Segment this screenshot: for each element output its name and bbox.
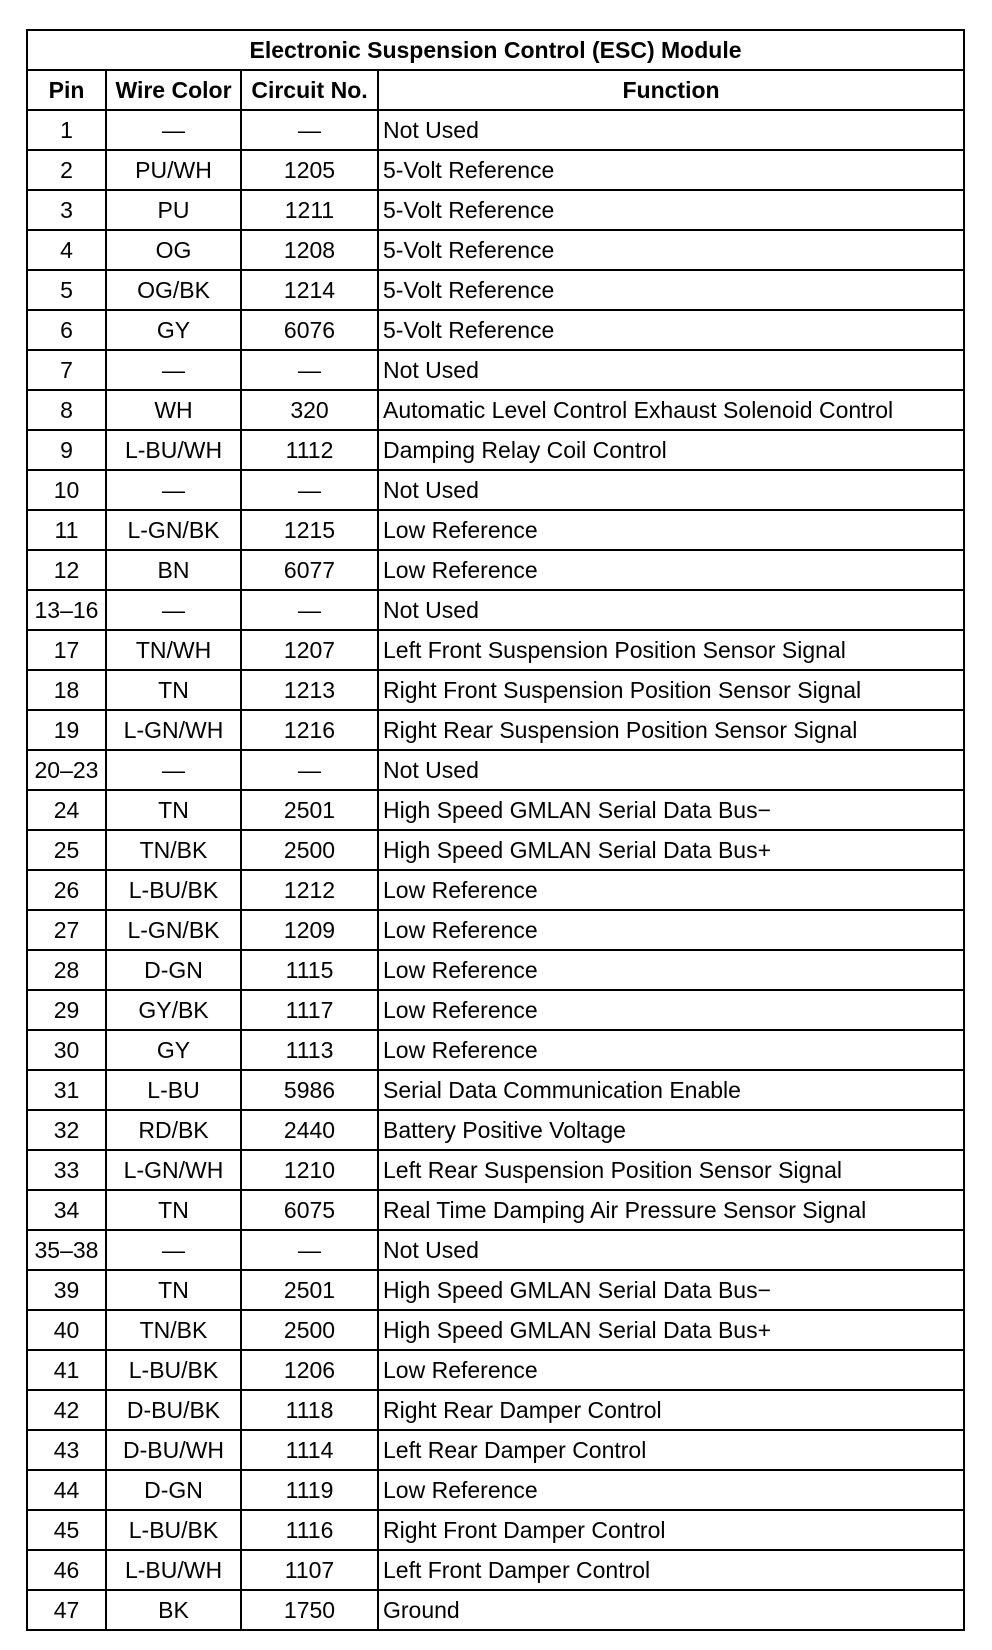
cell-circuit-no: 1114 [241, 1430, 378, 1470]
table-row [27, 430, 964, 470]
cell-circuit-no: — [241, 1230, 378, 1270]
cell-circuit-no: 1210 [241, 1150, 378, 1190]
table-row [27, 1150, 964, 1190]
cell-circuit-no: 6075 [241, 1190, 378, 1230]
table-row [27, 870, 964, 910]
esc-module-pinout-table [26, 29, 965, 1631]
cell-pin: 9 [27, 430, 106, 470]
table-title: Electronic Suspension Control (ESC) Module [27, 30, 964, 70]
cell-circuit-no: 1211 [241, 190, 378, 230]
cell-wire-color: GY/BK [106, 990, 241, 1030]
table-row [27, 590, 964, 630]
cell-wire-color: L-GN/BK [106, 510, 241, 550]
cell-pin: 2 [27, 150, 106, 190]
cell-circuit-no: 1213 [241, 670, 378, 710]
cell-wire-color: L-BU [106, 1070, 241, 1110]
cell-pin: 30 [27, 1030, 106, 1070]
cell-wire-color: PU/WH [106, 150, 241, 190]
cell-wire-color: L-GN/BK [106, 910, 241, 950]
cell-pin: 17 [27, 630, 106, 670]
cell-function: 5-Volt Reference [378, 150, 964, 190]
table-row [27, 1310, 964, 1350]
cell-wire-color: — [106, 1230, 241, 1270]
table-row [27, 910, 964, 950]
table-row [27, 1350, 964, 1390]
header-pin: Pin [27, 70, 106, 110]
cell-wire-color: — [106, 590, 241, 630]
cell-pin: 34 [27, 1190, 106, 1230]
cell-pin: 32 [27, 1110, 106, 1150]
cell-pin: 13–16 [27, 590, 106, 630]
table-row [27, 270, 964, 310]
cell-function: High Speed GMLAN Serial Data Bus+ [378, 830, 964, 870]
cell-wire-color: TN [106, 1190, 241, 1230]
cell-function: Low Reference [378, 1350, 964, 1390]
table-row [27, 950, 964, 990]
cell-pin: 8 [27, 390, 106, 430]
cell-pin: 20–23 [27, 750, 106, 790]
cell-pin: 27 [27, 910, 106, 950]
cell-circuit-no: 6077 [241, 550, 378, 590]
table-row [27, 670, 964, 710]
table-row [27, 110, 964, 150]
cell-function: Right Front Suspension Position Sensor Signal [378, 670, 964, 710]
cell-function: Low Reference [378, 550, 964, 590]
cell-pin: 44 [27, 1470, 106, 1510]
cell-function: Not Used [378, 350, 964, 390]
table-row [27, 1470, 964, 1510]
cell-wire-color: L-BU/WH [106, 430, 241, 470]
cell-pin: 40 [27, 1310, 106, 1350]
cell-circuit-no: 1117 [241, 990, 378, 1030]
cell-wire-color: TN [106, 670, 241, 710]
cell-function: Serial Data Communication Enable [378, 1070, 964, 1110]
table-row [27, 790, 964, 830]
cell-wire-color: WH [106, 390, 241, 430]
table-row [27, 710, 964, 750]
table-row [27, 1270, 964, 1310]
cell-pin: 41 [27, 1350, 106, 1390]
table-row [27, 150, 964, 190]
cell-function: Not Used [378, 110, 964, 150]
cell-wire-color: L-BU/BK [106, 1510, 241, 1550]
cell-wire-color: TN [106, 790, 241, 830]
cell-function: Low Reference [378, 1470, 964, 1510]
cell-pin: 31 [27, 1070, 106, 1110]
cell-wire-color: BK [106, 1590, 241, 1630]
cell-circuit-no: 2501 [241, 790, 378, 830]
cell-function: Low Reference [378, 950, 964, 990]
cell-pin: 10 [27, 470, 106, 510]
cell-circuit-no: 1750 [241, 1590, 378, 1630]
cell-circuit-no: 1113 [241, 1030, 378, 1070]
cell-function: Damping Relay Coil Control [378, 430, 964, 470]
cell-wire-color: D-BU/BK [106, 1390, 241, 1430]
cell-wire-color: OG [106, 230, 241, 270]
cell-pin: 4 [27, 230, 106, 270]
cell-function: Right Rear Suspension Position Sensor Signal [378, 710, 964, 750]
cell-function: Automatic Level Control Exhaust Solenoid Control [378, 390, 964, 430]
cell-wire-color: GY [106, 1030, 241, 1070]
cell-pin: 28 [27, 950, 106, 990]
cell-function: Ground [378, 1590, 964, 1630]
cell-circuit-no: 2501 [241, 1270, 378, 1310]
cell-function: Right Front Damper Control [378, 1510, 964, 1550]
table-title-row [27, 30, 964, 70]
table-row [27, 1030, 964, 1070]
cell-circuit-no: 2500 [241, 1310, 378, 1350]
table-row [27, 1190, 964, 1230]
cell-wire-color: — [106, 470, 241, 510]
cell-wire-color: — [106, 750, 241, 790]
table-row [27, 510, 964, 550]
cell-circuit-no: 1107 [241, 1550, 378, 1590]
cell-circuit-no: 1207 [241, 630, 378, 670]
cell-circuit-no: 1212 [241, 870, 378, 910]
cell-wire-color: D-GN [106, 1470, 241, 1510]
cell-circuit-no: — [241, 350, 378, 390]
cell-function: Battery Positive Voltage [378, 1110, 964, 1150]
cell-pin: 3 [27, 190, 106, 230]
cell-pin: 42 [27, 1390, 106, 1430]
cell-pin: 6 [27, 310, 106, 350]
cell-circuit-no: 1216 [241, 710, 378, 750]
cell-function: Not Used [378, 590, 964, 630]
table-row [27, 1390, 964, 1430]
cell-pin: 11 [27, 510, 106, 550]
table-row [27, 1230, 964, 1270]
cell-wire-color: OG/BK [106, 270, 241, 310]
cell-circuit-no: — [241, 750, 378, 790]
cell-pin: 43 [27, 1430, 106, 1470]
cell-function: High Speed GMLAN Serial Data Bus− [378, 1270, 964, 1310]
cell-pin: 24 [27, 790, 106, 830]
cell-pin: 19 [27, 710, 106, 750]
cell-wire-color: D-GN [106, 950, 241, 990]
cell-function: High Speed GMLAN Serial Data Bus+ [378, 1310, 964, 1350]
cell-circuit-no: 2440 [241, 1110, 378, 1150]
cell-circuit-no: 1119 [241, 1470, 378, 1510]
cell-function: Real Time Damping Air Pressure Sensor Signal [378, 1190, 964, 1230]
cell-wire-color: GY [106, 310, 241, 350]
cell-function: Not Used [378, 750, 964, 790]
cell-wire-color: TN [106, 1270, 241, 1310]
cell-wire-color: L-BU/WH [106, 1550, 241, 1590]
cell-circuit-no: — [241, 590, 378, 630]
cell-wire-color: L-GN/WH [106, 1150, 241, 1190]
cell-circuit-no: — [241, 110, 378, 150]
cell-pin: 35–38 [27, 1230, 106, 1270]
cell-function: Right Rear Damper Control [378, 1390, 964, 1430]
cell-wire-color: TN/BK [106, 1310, 241, 1350]
cell-function: Low Reference [378, 870, 964, 910]
cell-pin: 18 [27, 670, 106, 710]
cell-wire-color: PU [106, 190, 241, 230]
cell-wire-color: TN/WH [106, 630, 241, 670]
table-row [27, 830, 964, 870]
table-row [27, 1070, 964, 1110]
cell-function: Left Rear Damper Control [378, 1430, 964, 1470]
table-row [27, 310, 964, 350]
header-wire-color: Wire Color [106, 70, 241, 110]
cell-function: Left Front Damper Control [378, 1550, 964, 1590]
table-row [27, 190, 964, 230]
cell-function: High Speed GMLAN Serial Data Bus− [378, 790, 964, 830]
table-row [27, 470, 964, 510]
cell-wire-color: L-BU/BK [106, 1350, 241, 1390]
table-row [27, 1510, 964, 1550]
table-row [27, 1430, 964, 1470]
cell-wire-color: TN/BK [106, 830, 241, 870]
table-row [27, 1550, 964, 1590]
cell-circuit-no: 1116 [241, 1510, 378, 1550]
cell-circuit-no: 1112 [241, 430, 378, 470]
header-function: Function [378, 70, 964, 110]
cell-function: 5-Volt Reference [378, 190, 964, 230]
cell-circuit-no: 320 [241, 390, 378, 430]
cell-wire-color: D-BU/WH [106, 1430, 241, 1470]
cell-pin: 39 [27, 1270, 106, 1310]
cell-function: Left Rear Suspension Position Sensor Signal [378, 1150, 964, 1190]
cell-pin: 7 [27, 350, 106, 390]
cell-pin: 5 [27, 270, 106, 310]
cell-circuit-no: 1206 [241, 1350, 378, 1390]
table-row [27, 1590, 964, 1630]
cell-wire-color: L-GN/WH [106, 710, 241, 750]
cell-circuit-no: 1205 [241, 150, 378, 190]
cell-circuit-no: 2500 [241, 830, 378, 870]
cell-pin: 25 [27, 830, 106, 870]
table-header-row [27, 70, 964, 110]
cell-circuit-no: 1118 [241, 1390, 378, 1430]
cell-circuit-no: 1208 [241, 230, 378, 270]
cell-circuit-no: 1209 [241, 910, 378, 950]
table-row [27, 230, 964, 270]
cell-pin: 47 [27, 1590, 106, 1630]
cell-pin: 33 [27, 1150, 106, 1190]
cell-pin: 29 [27, 990, 106, 1030]
cell-pin: 1 [27, 110, 106, 150]
cell-wire-color: BN [106, 550, 241, 590]
table-row [27, 990, 964, 1030]
cell-wire-color: RD/BK [106, 1110, 241, 1150]
cell-function: Low Reference [378, 990, 964, 1030]
cell-function: Low Reference [378, 910, 964, 950]
cell-circuit-no: 1214 [241, 270, 378, 310]
table-row [27, 750, 964, 790]
cell-function: Not Used [378, 470, 964, 510]
cell-pin: 12 [27, 550, 106, 590]
cell-function: 5-Volt Reference [378, 230, 964, 270]
table-row [27, 1110, 964, 1150]
table-row [27, 550, 964, 590]
cell-function: Low Reference [378, 1030, 964, 1070]
cell-pin: 26 [27, 870, 106, 910]
cell-circuit-no: 6076 [241, 310, 378, 350]
table-row [27, 630, 964, 670]
cell-wire-color: — [106, 110, 241, 150]
cell-circuit-no: 5986 [241, 1070, 378, 1110]
header-circuit-no: Circuit No. [241, 70, 378, 110]
table-body [27, 110, 964, 1630]
cell-wire-color: — [106, 350, 241, 390]
cell-circuit-no: 1115 [241, 950, 378, 990]
cell-function: 5-Volt Reference [378, 270, 964, 310]
cell-circuit-no: — [241, 470, 378, 510]
cell-function: Low Reference [378, 510, 964, 550]
cell-circuit-no: 1215 [241, 510, 378, 550]
cell-pin: 46 [27, 1550, 106, 1590]
cell-function: Left Front Suspension Position Sensor Signal [378, 630, 964, 670]
cell-wire-color: L-BU/BK [106, 870, 241, 910]
cell-function: Not Used [378, 1230, 964, 1270]
table-row [27, 390, 964, 430]
cell-function: 5-Volt Reference [378, 310, 964, 350]
table-row [27, 350, 964, 390]
cell-pin: 45 [27, 1510, 106, 1550]
